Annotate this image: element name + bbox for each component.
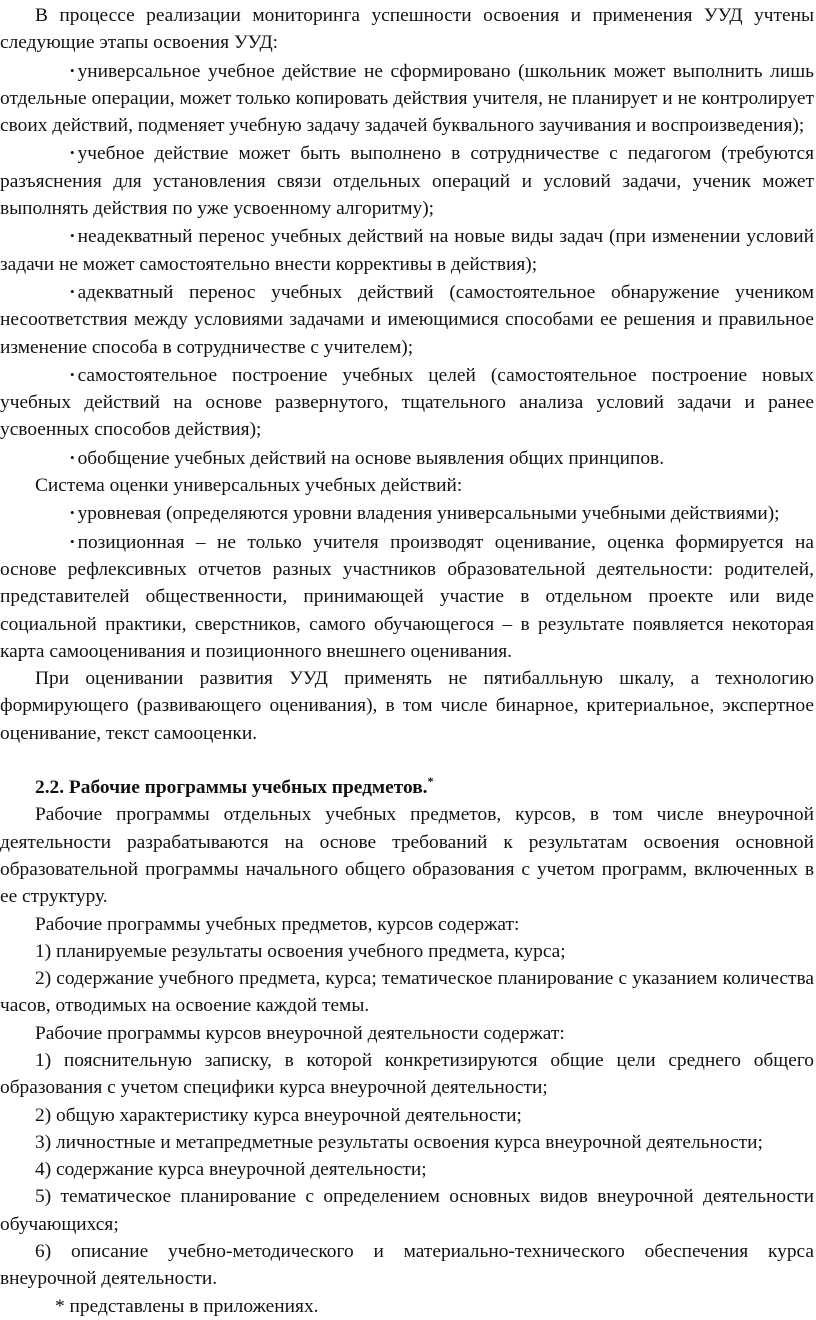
bullet-icon: • bbox=[70, 366, 75, 382]
numbered-item: 5) тематическое планирование с определением основных видов внеурочной деятельности обучающихся; bbox=[0, 1186, 814, 1235]
list-item bbox=[0, 499, 814, 527]
section-paragraph: Рабочие программы учебных предметов, курсов содержат: bbox=[35, 913, 520, 935]
bullet-icon: • bbox=[70, 505, 75, 521]
intro-paragraph: В процессе реализации мониторинга успешности освоения и применения УУД учтены следующие этапы освоения УУД: bbox=[0, 5, 814, 54]
list-item bbox=[0, 444, 814, 472]
list-item-text: адекватный перенос учебных действий (самостоятельное обнаружение учеником несоответствия между условиями задачами и имеющимися способами ее решения и правильное изменение способа в сотрудничестве с учителем); bbox=[0, 281, 814, 358]
list-item bbox=[0, 222, 814, 278]
assessment-method-paragraph: При оценивании развития УУД применять не пятибалльную шкалу, а технологию формирующего (развивающего оценивания), в том числе бинарное, критериальное, экспертное оценивание, текст самооценки. bbox=[0, 668, 814, 744]
section-heading bbox=[0, 774, 814, 801]
numbered-item: 4) содержание курса внеурочной деятельности; bbox=[35, 1159, 427, 1181]
numbered-item: 2) общую характеристику курса внеурочной деятельности; bbox=[35, 1104, 522, 1126]
list-item bbox=[0, 528, 814, 665]
list-item-text: самостоятельное построение учебных целей (самостоятельное построение новых учебных действий на основе развернутого, тщательного анализа условий задачи и ранее усвоенных способов действия); bbox=[0, 364, 814, 441]
list-item-text: позиционная – не только учителя производят оценивание, оценка формируется на основе рефлексивных отчетов разных участников образовательной деятельности: родителей, представителей общественности, принимающей участие в отдельном проекте или виде социальной практики, сверстников, самого обучающегося – в результате появляется некоторая карта самооценивания и позиционного внешнего оценивания. bbox=[0, 531, 814, 662]
list-item-text: учебное действие может быть выполнено в сотрудничестве с педагогом (требуются разъяснения для установления связи отдельных операций и условий задачи, ученик может выполнять действия по уже усвоенному алгоритму); bbox=[0, 143, 814, 220]
numbered-item: 3) личностные и метапредметные результаты освоения курса внеурочной деятельности; bbox=[35, 1131, 763, 1153]
bullet-icon: • bbox=[70, 145, 75, 161]
list-item-text: уровневая (определяются уровни владения универсальными учебными действиями); bbox=[77, 503, 780, 525]
footnote-mark: * bbox=[427, 774, 434, 789]
list-item bbox=[0, 57, 814, 140]
list-item-text: обобщение учебных действий на основе выявления общих принципов. bbox=[77, 447, 665, 469]
bullet-icon: • bbox=[70, 449, 75, 465]
list-item bbox=[0, 139, 814, 222]
bullet-icon: • bbox=[70, 62, 75, 78]
numbered-item: 6) описание учебно-методического и материально-технического обеспечения курса внеурочной деятельности. bbox=[0, 1241, 814, 1290]
footnote: * представлены в приложениях. bbox=[55, 1295, 319, 1317]
bullet-icon: • bbox=[70, 228, 75, 244]
section-paragraph: Рабочие программы отдельных учебных предметов, курсов, в том числе внеурочной деятельности разрабатываются на основе требований к результатам освоения основной образовательной программы начального общего образования с учетом программ, включенных в ее структуру. bbox=[0, 804, 814, 908]
list-item bbox=[0, 361, 814, 444]
numbered-item: 2) содержание учебного предмета, курса; тематическое планирование с указанием количества часов, отводимых на освоение каждой темы. bbox=[0, 968, 814, 1017]
numbered-item: 1) пояснительную записку, в которой конкретизируются общие цели среднего общего образования с учетом специфики курса внеурочной деятельности; bbox=[0, 1049, 814, 1099]
bullet-icon: • bbox=[70, 533, 75, 549]
assessment-system-paragraph: Система оценки универсальных учебных действий: bbox=[35, 475, 463, 497]
section-paragraph: Рабочие программы курсов внеурочной деятельности содержат: bbox=[35, 1022, 565, 1044]
list-item-text: неадекватный перенос учебных действий на новые виды задач (при изменении условий задачи не может самостоятельно внести коррективы в действия); bbox=[0, 226, 814, 275]
section-heading-text: 2.2. Рабочие программы учебных предметов. bbox=[35, 777, 428, 799]
list-item bbox=[0, 278, 814, 361]
list-item-text: универсальное учебное действие не сформировано (школьник может выполнить лишь отдельные операции, может только копировать действия учителя, не планирует и не контролирует своих действий, подменяет учебную задачу задачей буквального заучивания и воспроизведения); bbox=[0, 60, 814, 137]
bullet-icon: • bbox=[70, 283, 75, 299]
document-page bbox=[0, 2, 816, 1317]
numbered-item: 1) планируемые результаты освоения учебного предмета, курса; bbox=[35, 940, 566, 962]
